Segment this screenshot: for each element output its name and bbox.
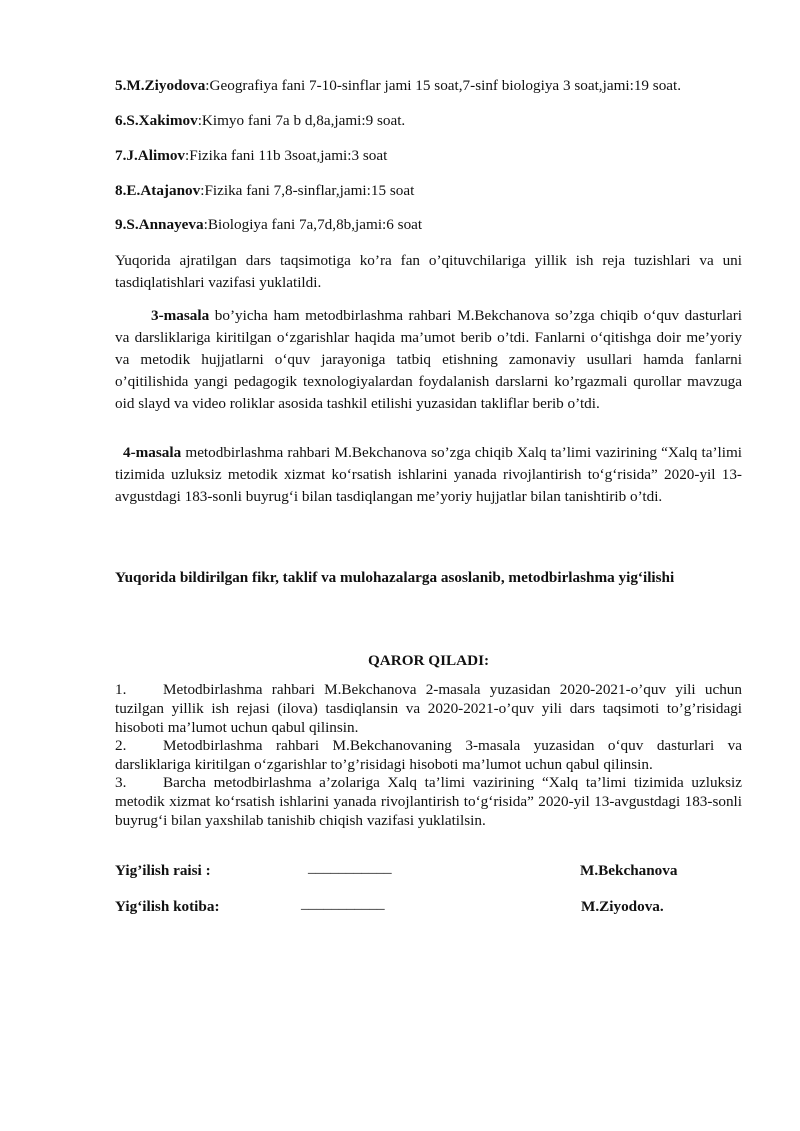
assignment-line <box>115 75 742 97</box>
decision-number: 1. <box>115 681 127 698</box>
teacher-name: 5.M.Ziyodova <box>115 77 206 94</box>
decision-title: QAROR QILADI: <box>367 652 490 669</box>
assignment-text: :Fizika fani 7,8-sinflar,jami:15 soat <box>200 182 415 199</box>
assignment-text: :Biologiya fani 7a,7d,8b,jami:6 soat <box>203 216 423 233</box>
secretary-signature-line: ___________ <box>301 895 385 912</box>
chair-name: M.Bekchanova <box>580 862 678 879</box>
masala4-text: metodbirlashma rahbari M.Bekchanova so’zga chiqib Xalq ta’limi vazirining “Xalq ta’limi tizimida uzluksiz metodik xizmat ko‘rsatish ishlarini yanada rivojlantirish to‘g‘risida” 2020-yil 13-avgustdagi 183-sonli buyrug‘i bilan tasdiqlangan me’yoriy hujjatlar bilan tanishtirib o’tdi. <box>115 444 742 505</box>
assignment-line <box>115 110 742 132</box>
masala4-label: 4-masala <box>123 444 182 461</box>
masala3-text: bo’yicha ham metodbirlashma rahbari M.Bekchanova so’zga chiqib o‘quv dasturlari va darsliklariga kiritilgan o‘zgarishlar haqida ma’umot berib o’tdi. Fanlarni o‘qitishga doir me’yoriy va metodik hujjatlarni o‘quv jarayoniga tatbiq etishning zamonaviy usullari hamda fanlarni o’qitilishida yangi pedagogik texnologiyalardan foydalanish darslarni ko’rgazmali qurollar mavzuga oid slayd va video roliklar asosida tashkil etilishi yuzasidan takliflar berib o’tdi. <box>115 307 742 412</box>
secretary-label: Yig‘ilish kotiba: <box>115 898 220 915</box>
chair-label: Yig’ilish raisi : <box>115 862 211 879</box>
masala3-paragraph <box>115 305 742 415</box>
decision-text: Metodbirlashma rahbari M.Bekchanova 2-masala yuzasidan 2020-2021-o’quv yili uchun tuzilgan yillik ish rejasi (ilova) tasdiqlansin va 2020-2021-o’quv yili dars taqsimoti to’g’risidagi hisoboti ma’lumot uchun qabul qilinsin. <box>115 681 742 736</box>
assignment-line <box>115 180 742 202</box>
masala4-paragraph <box>115 442 742 508</box>
teacher-name: 8.E.Atajanov <box>115 182 201 199</box>
masala3-label: 3-masala <box>151 307 210 324</box>
teacher-name: 9.S.Annayeva <box>115 216 204 233</box>
decision-text: Barcha metodbirlashma a’zolariga Xalq ta’limi vazirining “Xalq ta’limi tizimida uzluksiz metodik xizmat ko‘rsatish ishlarini yanada rivojlantirish to‘g‘risida” 2020-yil 13-avgustdagi 183-sonli buyrug‘i bilan yaxshilab tanishib chiqish vazifasi yuklatilsin. <box>115 774 742 829</box>
assignment-text: :Kimyo fani 7a b d,8a,jami:9 soat. <box>197 112 406 129</box>
decision-item <box>115 736 742 774</box>
assignment-line <box>115 214 742 236</box>
assignment-text: :Fizika fani 11b 3soat,jami:3 soat <box>185 147 388 164</box>
secretary-name: M.Ziyodova. <box>581 898 664 915</box>
basis-line: Yuqorida bildirilgan fikr, taklif va mulohazalarga asoslanib, metodbirlashma yig‘ilishi <box>115 569 675 586</box>
assignment-text: :Geografiya fani 7-10-sinflar jami 15 soat,7-sinf biologiya 3 soat,jami:19 soat. <box>205 77 682 94</box>
decision-number: 2. <box>115 737 127 754</box>
workplan-paragraph: Yuqorida ajratilgan dars taqsimotiga ko’ra fan o’qituvchilariga yillik ish reja tuzishlari va uni tasdiqlatishlari vazifasi yuklatildi. <box>115 252 742 291</box>
teacher-name: 7.J.Alimov <box>115 147 186 164</box>
teacher-name: 6.S.Xakimov <box>115 112 198 129</box>
decision-text: Metodbirlashma rahbari M.Bekchanovaning 3-masala yuzasidan o‘quv dasturlari va darsliklariga kiritilgan o‘zgarishlar to’g’risidagi hisoboti ma’lumot uchun qabul qilinsin. <box>115 737 742 773</box>
assignment-line <box>115 145 742 167</box>
decision-item <box>115 773 742 830</box>
chair-signature-line: ___________ <box>308 859 392 876</box>
decision-number: 3. <box>115 774 127 791</box>
decision-item <box>115 680 742 737</box>
